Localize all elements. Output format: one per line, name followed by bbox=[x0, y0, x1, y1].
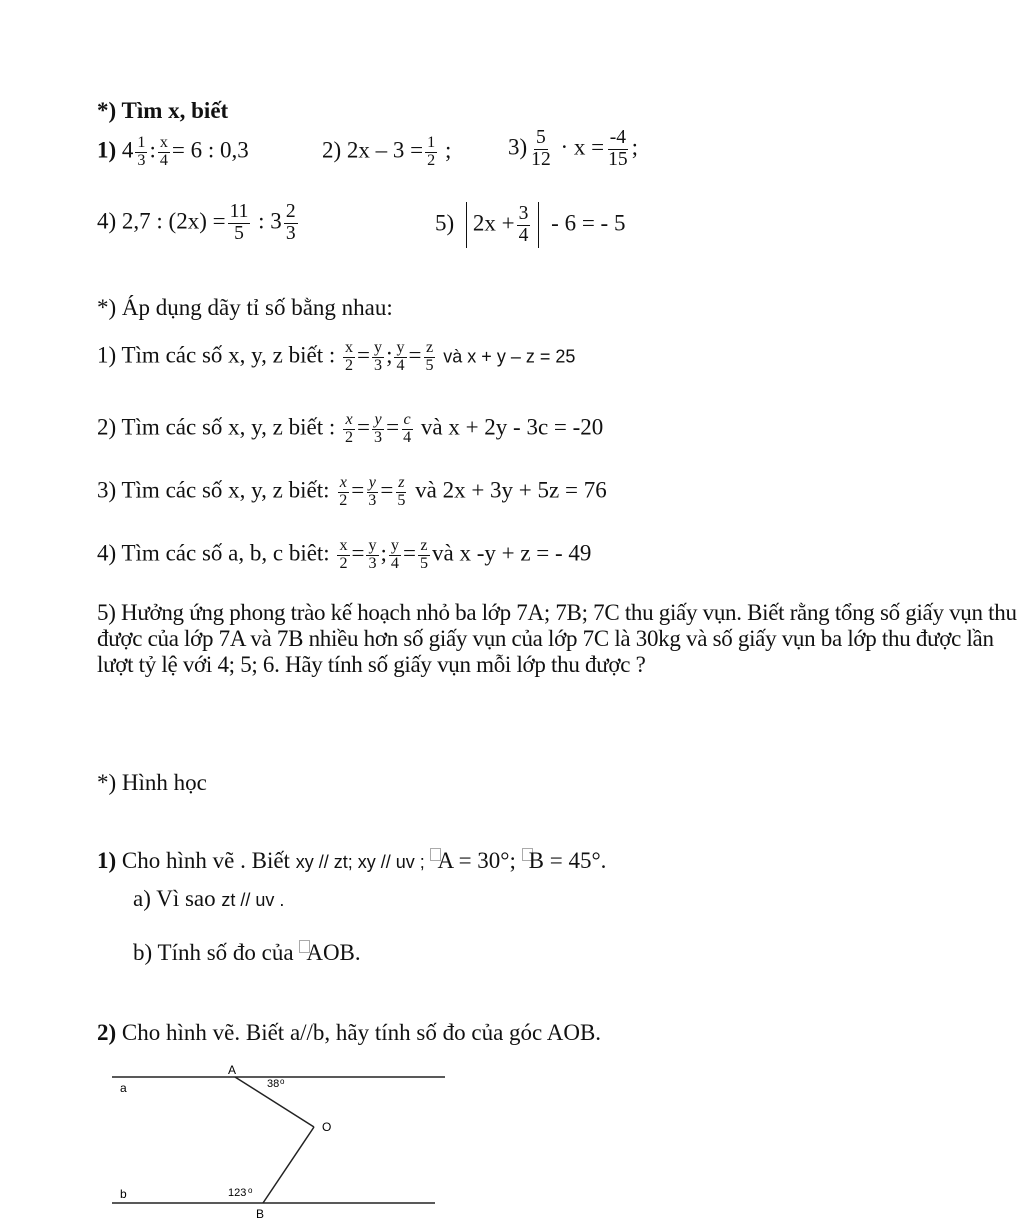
problem-5: 5) 2x + $\frac{3}{4}$ - 6 = - 5 bbox=[435, 202, 625, 248]
svg-text:o: o bbox=[280, 1077, 285, 1086]
geometry-question-1b: b) Tính số đo của AOB. bbox=[133, 940, 361, 965]
section-heading-ratios: *) Áp dụng dãy tỉ số bằng nhau: bbox=[97, 295, 393, 320]
ratio-question-2: 2) Tìm các số x, y, z biết : $\frac{x}{2}$ = $\frac{y}{3}$ = $\frac{c}{4}$ và x + 2y - 3c = -20 bbox=[97, 411, 604, 446]
geometry-question-2: 2) Cho hình vẽ. Biết a//b, hãy tính số đo của góc AOB. bbox=[97, 1020, 602, 1045]
section-heading-geometry: *) Hình học bbox=[97, 770, 207, 795]
problem-2: 2) 2x – 3 = $\frac{1}{2}$ ; bbox=[322, 134, 452, 169]
parallel-lines-figure bbox=[100, 1060, 460, 1220]
section-heading-find-x: *) Tìm x, biết bbox=[97, 98, 229, 123]
word-problem-5: 5) Hưởng ứng phong trào kế hoạch nhỏ ba lớp 7A; 7B; 7C thu giấy vụn. Biết rằng tổng số giấy vụn thu được của lớp 7A và 7B nhiều hơn số giấy vụn của lớp 7C là 30kg và số giấy vụn ba lớp thu được lần lượt tỷ lệ với 4; 5; 6. Hãy tính số giấy vụn mỗi lớp thu được ? bbox=[97, 600, 1017, 677]
problem-1: 1) 4 $\frac{1}{3}$ : $\frac{x}{4}$ = 6 : 0,3 bbox=[97, 134, 249, 169]
ratio-question-3: 3) Tìm các số x, y, z biết: $\frac{x}{2}$ = $\frac{y}{3}$ = $\frac{z}{5}$ và 2x + 3y + 5z = 76 bbox=[97, 474, 607, 509]
svg-text:o: o bbox=[248, 1186, 253, 1195]
ratio-question-4: 4) Tìm các số a, b, c biêt: $\frac{x}{2}$ = $\frac{y}{3}$ ; $\frac{y}{4}$ = $\frac{z}{5}$ và x -y + z = - 49 bbox=[97, 537, 592, 572]
label-b: b bbox=[120, 1187, 127, 1201]
geometry-question-1a: a) Vì sao zt // uv . bbox=[133, 886, 285, 911]
geometry-question-1: 1) Cho hình vẽ . Biết xy // zt; xy // uv ; A = 30°; B = 45°. bbox=[97, 848, 607, 873]
problem-4: 4) 2,7 : (2x) = $\frac{11}{5}$ : 3 $\frac{2}{3}$ bbox=[97, 201, 296, 244]
label-a: a bbox=[120, 1081, 127, 1095]
angle-38: 38 bbox=[267, 1078, 280, 1090]
label-A: A bbox=[228, 1063, 237, 1077]
angle-123: 123 bbox=[228, 1187, 247, 1199]
label-B: B bbox=[256, 1207, 265, 1220]
label-O: O bbox=[322, 1120, 332, 1134]
ratio-question-1: 1) Tìm các số x, y, z biết : $\frac{x}{2}$ = $\frac{y}{3}$ ; $\frac{y}{4}$ = $\frac{z}{5}$ và x + y – z = 25 bbox=[97, 339, 576, 374]
segment-OB bbox=[263, 1127, 314, 1203]
problem-3: 3) $\frac{5}{12}$ · x = $\frac{-4}{15}$ ; bbox=[508, 127, 639, 170]
